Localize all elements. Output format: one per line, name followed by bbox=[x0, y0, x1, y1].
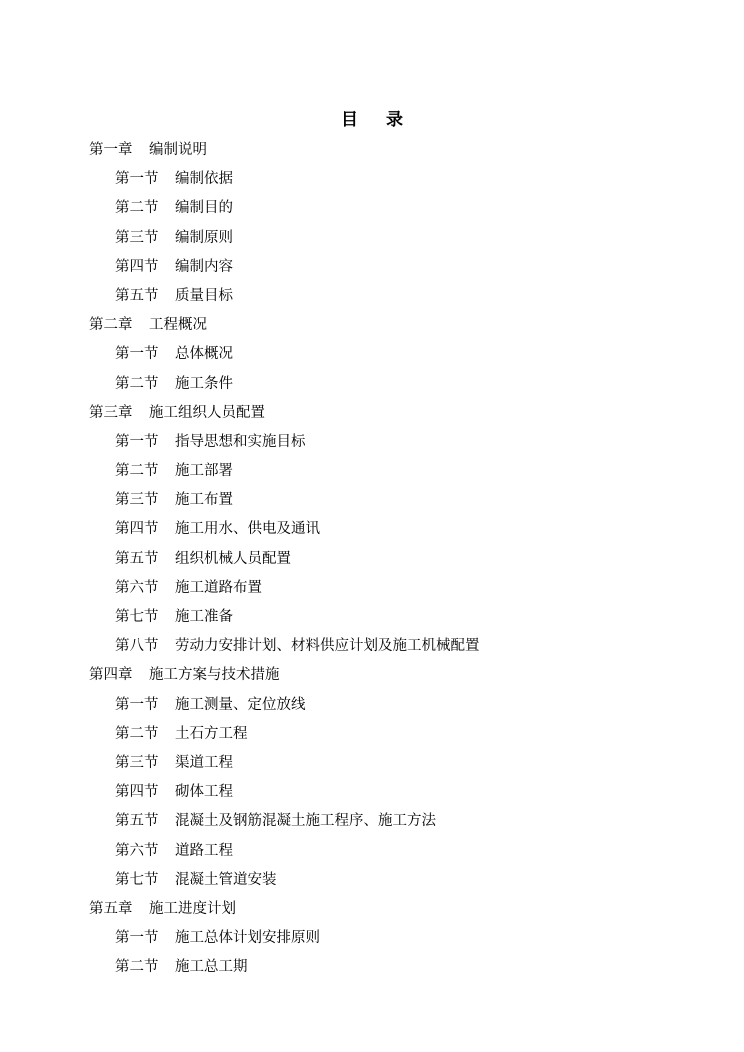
toc-section-entry bbox=[0, 953, 744, 982]
toc-chapter-entry bbox=[0, 399, 744, 428]
toc-entry-title: 渠道工程 bbox=[175, 754, 233, 771]
toc-entry-title: 施工方案与技术措施 bbox=[149, 667, 280, 684]
toc-section-entry bbox=[0, 370, 744, 399]
toc-entry-number: 第五节 bbox=[115, 813, 159, 830]
toc-entry-title: 砌体工程 bbox=[175, 784, 233, 801]
toc-entry-number: 第一节 bbox=[115, 346, 159, 363]
toc-section-entry bbox=[0, 224, 744, 253]
toc-entry-number: 第六节 bbox=[115, 579, 159, 596]
toc-entry-number: 第七节 bbox=[115, 871, 159, 888]
toc-entry-title: 混凝土管道安装 bbox=[175, 871, 277, 888]
toc-chapter-entry bbox=[0, 895, 744, 924]
toc-section-entry bbox=[0, 574, 744, 603]
toc-entry-title: 编制目的 bbox=[175, 200, 233, 217]
toc-entry-title: 质量目标 bbox=[175, 287, 233, 304]
toc-entry-title: 施工用水、供电及通讯 bbox=[175, 521, 320, 538]
toc-entry-number: 第一节 bbox=[115, 930, 159, 947]
toc-section-entry bbox=[0, 515, 744, 544]
toc-section-entry bbox=[0, 837, 744, 866]
toc-section-entry bbox=[0, 603, 744, 632]
toc-entry-title: 劳动力安排计划、材料供应计划及施工机械配置 bbox=[175, 638, 480, 655]
toc-entry-number: 第四节 bbox=[115, 784, 159, 801]
toc-entry-number: 第二节 bbox=[115, 200, 159, 217]
toc-entry-number: 第六节 bbox=[115, 842, 159, 859]
toc-section-entry bbox=[0, 194, 744, 223]
toc-entry-title: 施工进度计划 bbox=[149, 900, 236, 917]
toc-section-entry bbox=[0, 457, 744, 486]
title-char-2: 录 bbox=[386, 110, 403, 130]
toc-entry-title: 施工条件 bbox=[175, 375, 233, 392]
toc-entry-title: 编制依据 bbox=[175, 171, 233, 188]
toc-entry-number: 第四节 bbox=[115, 521, 159, 538]
toc-entry-number: 第四节 bbox=[115, 258, 159, 275]
toc-entry-title: 组织机械人员配置 bbox=[175, 550, 291, 567]
toc-section-entry bbox=[0, 924, 744, 953]
toc-entry-number: 第二节 bbox=[115, 463, 159, 480]
toc-entry-title: 施工布置 bbox=[175, 492, 233, 509]
toc-entry-number: 第三节 bbox=[115, 492, 159, 509]
toc-entry-number: 第四章 bbox=[89, 667, 133, 684]
toc-section-entry bbox=[0, 778, 744, 807]
toc-entry-number: 第五节 bbox=[115, 550, 159, 567]
toc-entry-number: 第三节 bbox=[115, 754, 159, 771]
table-of-contents bbox=[0, 136, 744, 982]
toc-section-entry bbox=[0, 486, 744, 515]
toc-entry-title: 混凝土及钢筋混凝土施工程序、施工方法 bbox=[175, 813, 436, 830]
toc-entry-title: 指导思想和实施目标 bbox=[175, 433, 306, 450]
toc-entry-number: 第三章 bbox=[89, 404, 133, 421]
toc-section-entry bbox=[0, 720, 744, 749]
toc-section-entry bbox=[0, 749, 744, 778]
toc-entry-title: 施工准备 bbox=[175, 609, 233, 625]
toc-entry-number: 第五章 bbox=[89, 900, 133, 917]
toc-section-entry bbox=[0, 807, 744, 836]
toc-entry-number: 第二节 bbox=[115, 725, 159, 742]
toc-entry-number: 第二节 bbox=[115, 375, 159, 392]
toc-entry-title: 土石方工程 bbox=[175, 725, 248, 742]
toc-section-entry bbox=[0, 866, 744, 895]
toc-entry-number: 第八节 bbox=[115, 638, 159, 655]
toc-entry-title: 施工总体计划安排原则 bbox=[175, 930, 320, 947]
toc-entry-number: 第二节 bbox=[115, 959, 159, 976]
toc-entry-number: 第二章 bbox=[89, 317, 133, 334]
toc-section-entry bbox=[0, 632, 744, 661]
toc-entry-number: 第七节 bbox=[115, 609, 159, 625]
page-title bbox=[0, 105, 744, 130]
toc-section-entry bbox=[0, 340, 744, 369]
toc-entry-title: 施工测量、定位放线 bbox=[175, 696, 306, 713]
toc-entry-number: 第一节 bbox=[115, 696, 159, 713]
toc-entry-number: 第三节 bbox=[115, 229, 159, 246]
toc-entry-title: 施工道路布置 bbox=[175, 579, 262, 596]
toc-section-entry bbox=[0, 253, 744, 282]
toc-chapter-entry bbox=[0, 136, 744, 165]
toc-entry-number: 第一节 bbox=[115, 433, 159, 450]
toc-entry-title: 总体概况 bbox=[175, 346, 233, 363]
toc-entry-title: 编制说明 bbox=[149, 142, 207, 158]
toc-section-entry bbox=[0, 428, 744, 457]
toc-section-entry bbox=[0, 165, 744, 194]
toc-section-entry bbox=[0, 282, 744, 311]
toc-entry-title: 施工组织人员配置 bbox=[149, 404, 265, 421]
toc-entry-title: 编制内容 bbox=[175, 258, 233, 275]
title-char-1: 目 bbox=[341, 110, 358, 130]
toc-section-entry bbox=[0, 545, 744, 574]
toc-chapter-entry bbox=[0, 661, 744, 690]
toc-entry-title: 工程概况 bbox=[149, 317, 207, 334]
toc-entry-number: 第一章 bbox=[89, 142, 133, 158]
toc-chapter-entry bbox=[0, 311, 744, 340]
toc-entry-title: 编制原则 bbox=[175, 229, 233, 246]
toc-entry-number: 第一节 bbox=[115, 171, 159, 188]
toc-section-entry bbox=[0, 691, 744, 720]
toc-entry-title: 施工总工期 bbox=[175, 959, 248, 976]
toc-entry-number: 第五节 bbox=[115, 287, 159, 304]
toc-entry-title: 施工部署 bbox=[175, 463, 233, 480]
toc-entry-title: 道路工程 bbox=[175, 842, 233, 859]
